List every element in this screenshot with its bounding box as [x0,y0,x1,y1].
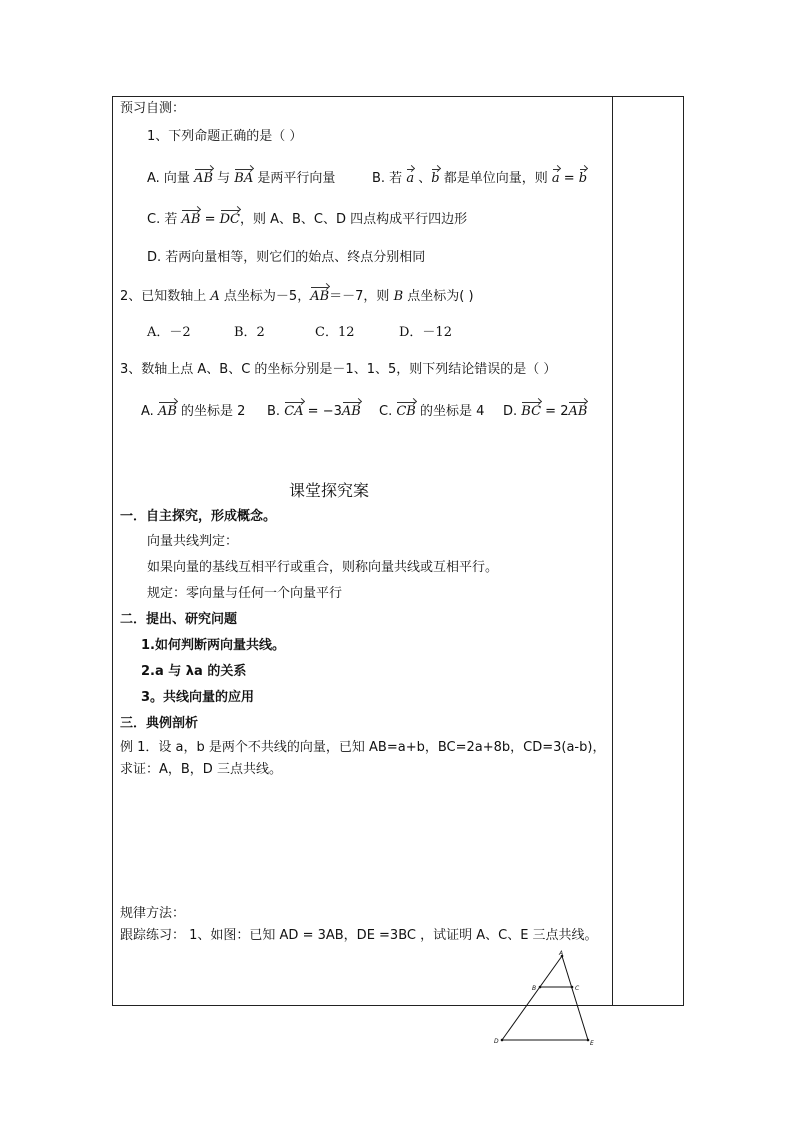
section-2-item-1: 1.如何判断两向量共线。 [141,638,285,653]
column-divider [612,96,613,1006]
practice-1: 跟踪练习： 1、如图：已知 AD = 3AB，DE =3BC ，试证明 A、C、E 三点共线。 [120,928,598,943]
preview-heading: 预习自测： [120,101,186,116]
section-1-line-3: 规定：零向量与任何一个向量平行 [147,586,343,601]
example-1-line-2: 求证：A，B，D 三点共线。 [120,762,282,777]
q2-option-a: A．－2 [147,325,191,340]
q1-stem: 1、下列命题正确的是（ ） [147,129,303,144]
section-2-item-2: 2.a 与 λa 的关系 [141,664,247,679]
label-b: B [532,985,537,992]
example-1-line-1: 例 1．设 a，b 是两个不共线的向量，已知 AB=a+b，BC=2a+8b，CD=3(a-b)， [120,740,606,755]
q3-option-d: D. BC = 2AB [503,404,588,419]
segment-ad [502,956,562,1040]
triangle-figure [490,948,600,1048]
section-3-heading: 三．典例剖析 [120,716,199,731]
q3-stem: 3、数轴上点 A、B、C 的坐标分别是－1、1、5，则下列结论错误的是（ ） [120,362,557,377]
section-title: 课堂探究案 [289,481,370,500]
section-1-heading: 一．自主探究，形成概念。 [120,509,277,524]
section-2-item-3: 3。共线向量的应用 [141,690,255,705]
content-frame [112,96,684,1006]
q1-option-a: A. 向量 AB 与 BA 是两平行向量 [147,171,336,186]
section-1-line-1: 向量共线判定： [147,534,239,549]
q3-option-a: A. AB 的坐标是 2 [141,404,246,419]
section-2-heading: 二．提出、研究问题 [120,612,238,627]
method-label: 规律方法： [120,906,186,921]
q2-stem: 2、已知数轴上 A 点坐标为－5，AB＝－7，则 B 点坐标为( ) [120,289,474,304]
section-1-line-2: 如果向量的基线互相平行或重合，则称向量共线或互相平行。 [147,560,499,575]
q2-option-c: C．12 [315,325,355,340]
q1-option-b: B. 若 a 、b 都是单位向量，则 a = b [372,171,588,186]
q1-option-c: C. 若 AB = DC，则 A、B、C、D 四点构成平行四边形 [147,212,468,227]
label-c: C [575,985,580,992]
q1-option-d: D. 若两向量相等，则它们的始点、终点分别相同 [147,250,426,265]
label-d: D [494,1038,499,1045]
label-a: A [559,950,564,957]
q3-option-b: B. CA = −3AB [267,404,361,419]
q3-option-c: C. CB 的坐标是 4 [379,404,485,419]
segment-ae [562,956,588,1040]
label-e: E [590,1040,594,1047]
q2-option-b: B．2 [234,325,265,340]
q2-option-d: D．－12 [399,325,452,340]
